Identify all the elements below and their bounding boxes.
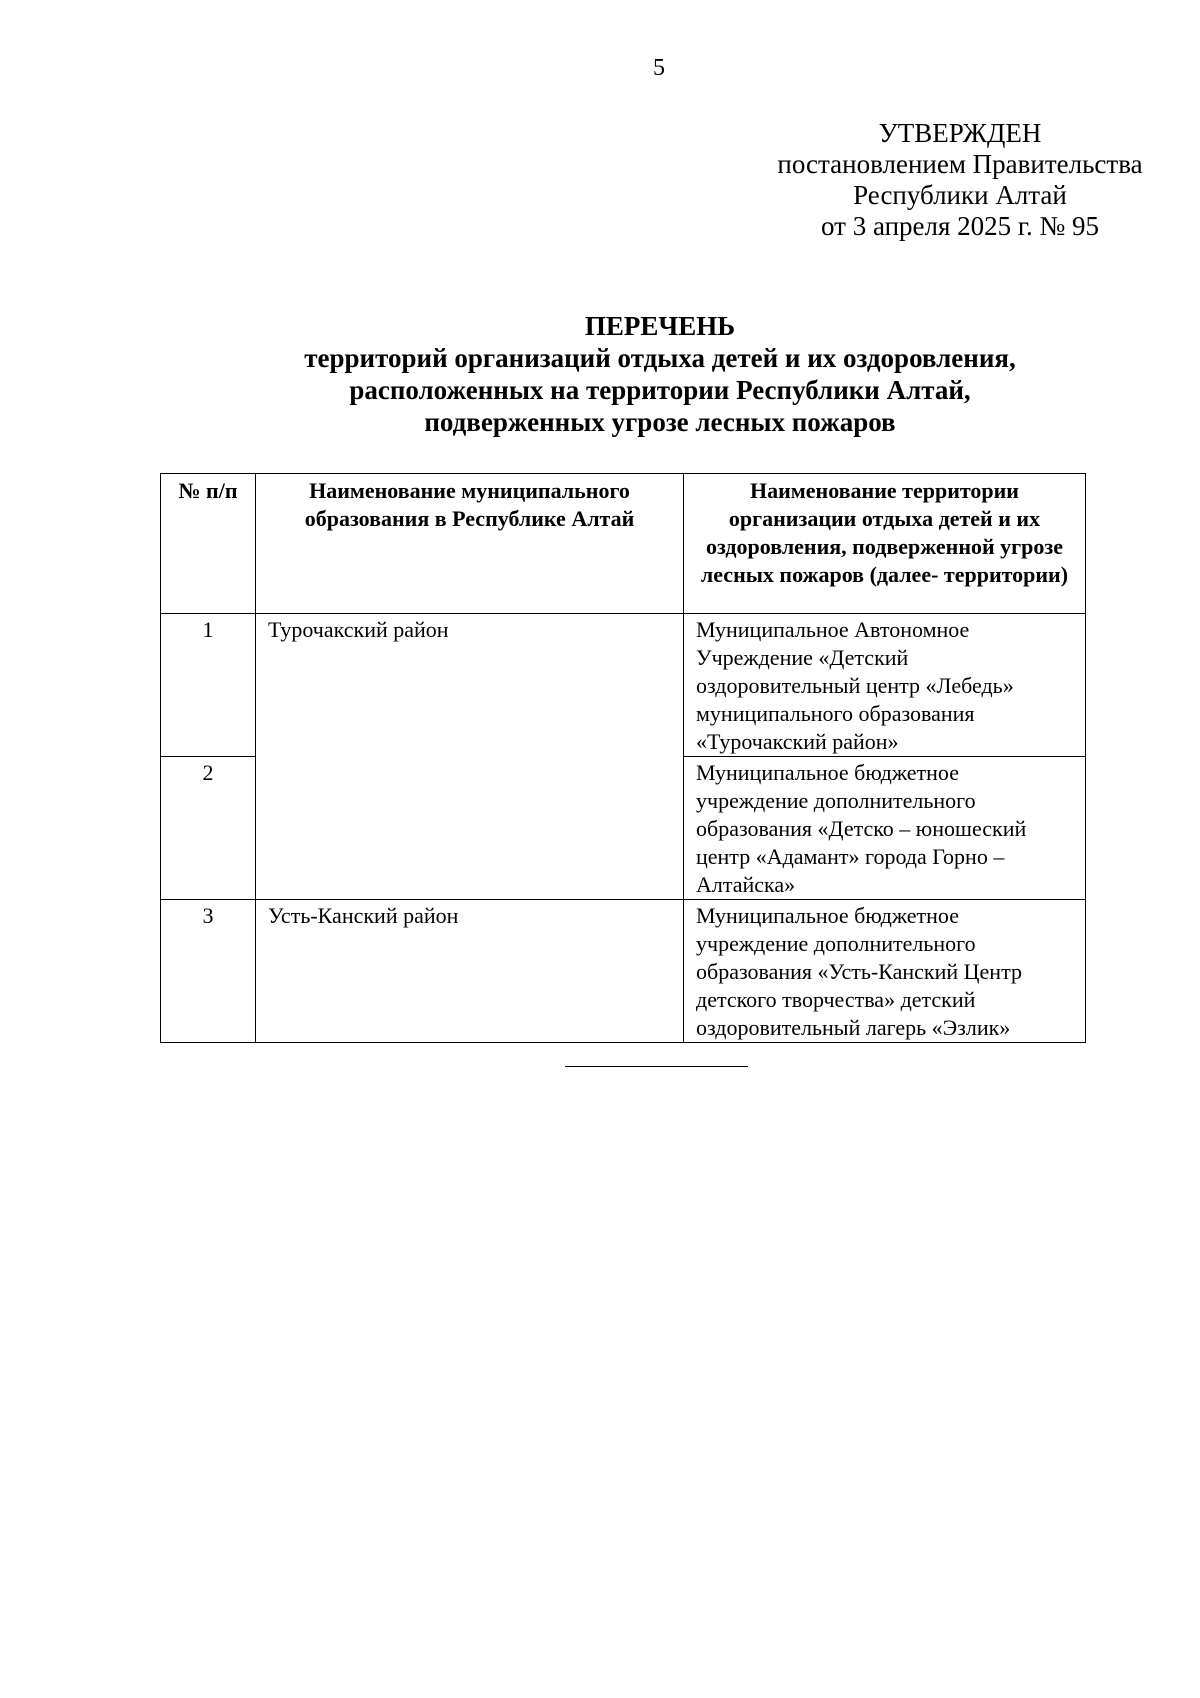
approval-line-date: от 3 апреля 2025 г. № 95 xyxy=(821,211,1099,241)
approval-stamp xyxy=(740,118,1180,242)
title-line: расположенных на территории Республики Алтай, xyxy=(349,375,971,405)
table-row xyxy=(161,614,1086,757)
approval-line-resolution: постановлением Правительства xyxy=(777,149,1143,179)
territories-table xyxy=(160,473,1086,1043)
table-row xyxy=(161,900,1086,1043)
row-number: 1 xyxy=(161,614,256,757)
row-number: 3 xyxy=(161,900,256,1043)
row-organization: Муниципальное бюджетное учреждение дополнительного образования «Детско – юношеский центр «Адамант» города Горно – Алтайска» xyxy=(684,757,1086,900)
title-heading: ПЕРЕЧЕНЬ xyxy=(584,311,736,341)
row-municipality: Усть-Канский район xyxy=(256,900,684,1043)
row-organization: Муниципальное Автономное Учреждение «Детский оздоровительный центр «Лебедь» муниципального образования «Турочакский район» xyxy=(684,614,1086,757)
approval-line-approved: УТВЕРЖДЕН xyxy=(878,118,1042,148)
page-number: 5 xyxy=(653,55,665,81)
header-territory: Наименование территории организации отдыха детей и их оздоровления, подверженной угрозе лесных пожаров (далее- территории) xyxy=(684,474,1086,614)
row-number: 2 xyxy=(161,757,256,900)
title-line: подверженных угрозе лесных пожаров xyxy=(424,407,896,437)
approval-line-republic: Республики Алтай xyxy=(853,180,1067,210)
header-number: № п/п xyxy=(161,474,256,614)
row-organization: Муниципальное бюджетное учреждение дополнительного образования «Усть-Канский Центр детского творчества» детский оздоровительный лагерь «Эзлик» xyxy=(684,900,1086,1043)
row-municipality: Турочакский район xyxy=(256,614,684,900)
title-line: территорий организаций отдыха детей и их оздоровления, xyxy=(304,343,1016,373)
header-municipality: Наименование муниципального образования в Республике Алтай xyxy=(256,474,684,614)
document-title xyxy=(160,310,1160,438)
end-divider xyxy=(565,1066,748,1067)
table-header-row xyxy=(161,474,1086,614)
